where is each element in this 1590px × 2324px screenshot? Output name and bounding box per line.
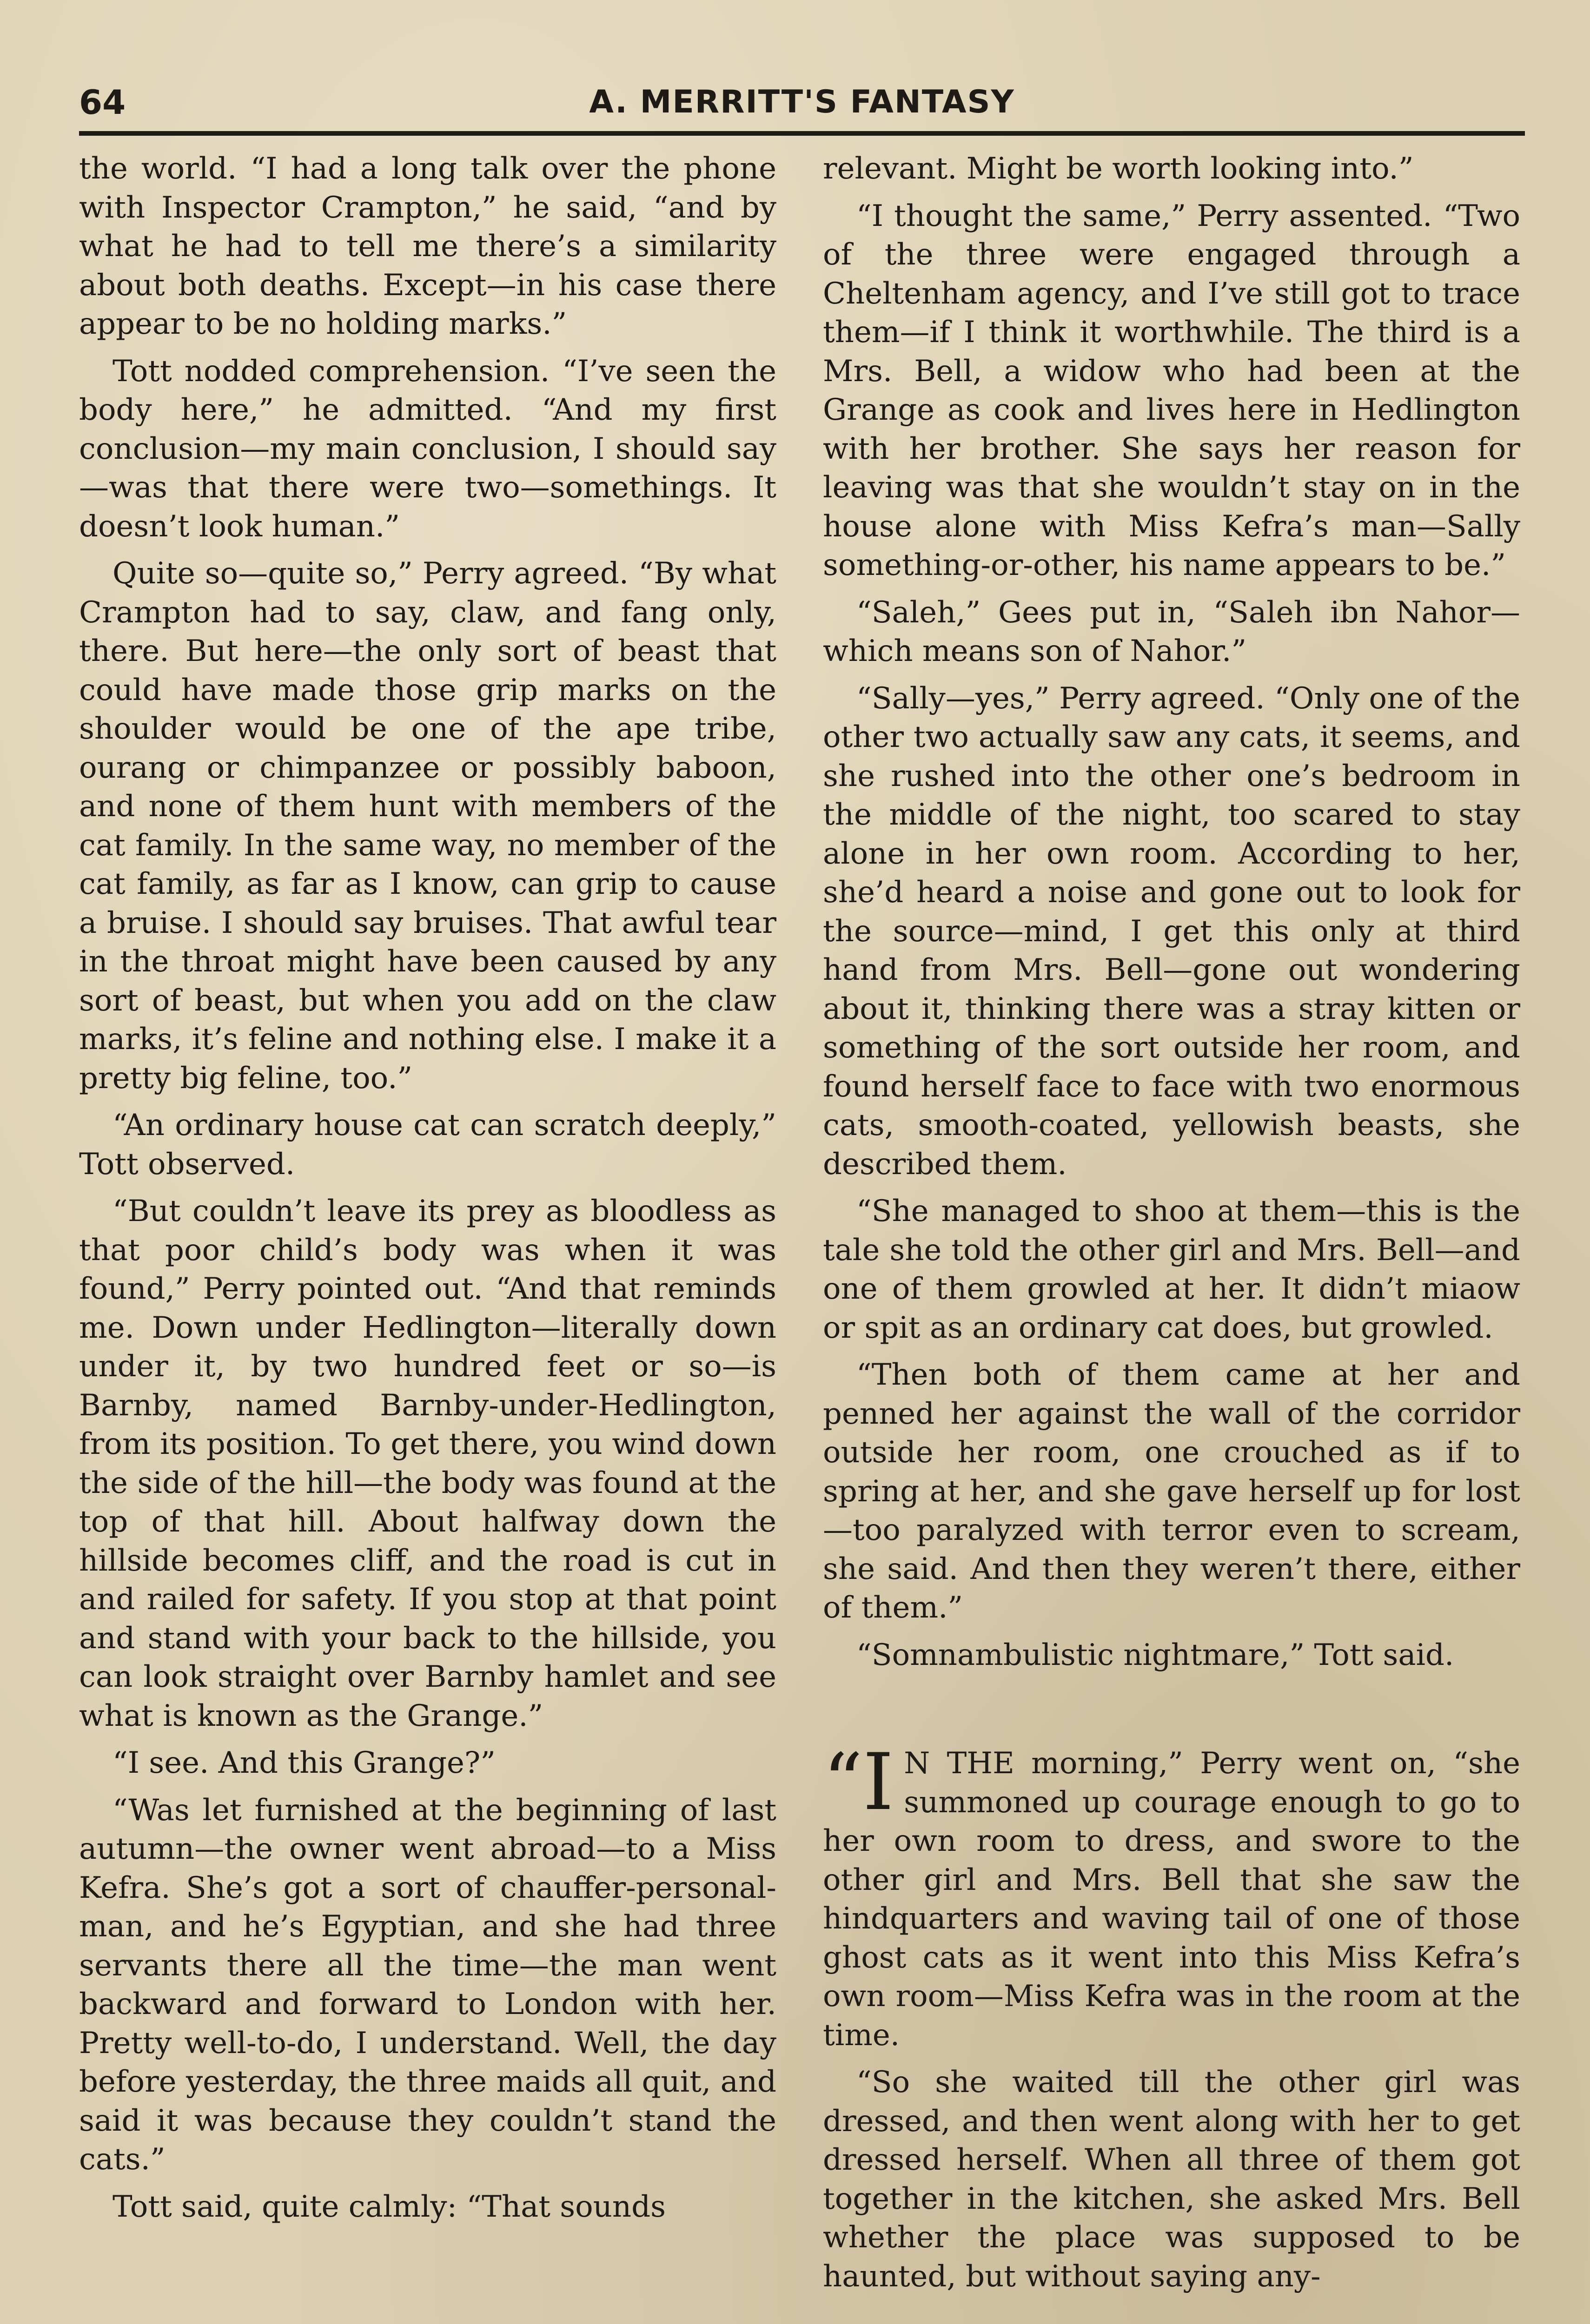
paragraph: “Somnambulistic nightmare,” Tott said.	[856, 1637, 1454, 1672]
paragraph: “Then both of them came at her and penned her against the wall of the corridor outside her room, one crouched as if to spring at her, and she gave herself up for lost—too paralyzed with terror even to scream, she said. And then they weren’t there, either of them.”	[823, 1358, 1520, 1625]
page-number: 64	[79, 83, 126, 122]
left-column	[79, 150, 776, 2235]
paragraph: “But couldn’t leave its prey as bloodless as that poor child’s body was when it was found,” Perry pointed out. “And that reminds me. Down under Hedlington—literally down under it, by two hundred feet or so—is Barnby, named Barnby-under-Hedlington, from its position. To get there, you wind down the side of the hill—the body was found at the top of that hill. About halfway down the hillside becomes cliff, and the road is cut in and railed for safety. If you stop at that point and stand with your back to the hillside, you can look straight over Barnby hamlet and see what is known as the Grange.”	[79, 1194, 776, 1733]
paragraph: relevant. Might be worth looking into.”	[823, 152, 1414, 186]
drop-cap: “I	[823, 1736, 894, 1828]
paragraph-text: N THE morning,” Perry went on, “she summoned up courage enough to go to her own room to dress, and swore to the other girl and Mrs. Bell that she saw the hindquarters and waving tail of one of those ghost cats as it went into this Miss Kefra’s own room—Miss Kefra was in the room at the time.	[823, 1746, 1520, 2053]
paragraph: “I see. And this Grange?”	[113, 1746, 496, 1780]
paragraph: “She managed to shoo at them—this is the tale she told the other girl and Mrs. Bell—and one of them growled at her. It didn’t miaow or spit as an ordinary cat does, but growled.	[823, 1194, 1520, 1345]
paragraph: “Saleh,” Gees put in, “Saleh ibn Nahor—which means son of Nahor.”	[823, 595, 1520, 668]
running-head: A. MERRITT'S FANTASY	[589, 84, 1015, 120]
paragraph: “I thought the same,” Perry assented. “Two of the three were engaged through a Cheltenham agency, and I’ve still got to trace them—if I think it worthwhile. The third is a Mrs. Bell, a widow who had been at the Grange as cook and lives here in Hedlington with her brother. She says her reason for leaving was that she wouldn’t stay on in the house alone with Miss Kefra’s man—Sally something-or-other, his name appears to be.”	[823, 198, 1520, 582]
header-rule	[79, 131, 1525, 136]
page-header	[79, 79, 1525, 130]
paragraph: Tott said, quite calmly: “That sounds	[113, 2189, 666, 2224]
paragraph: “Was let furnished at the beginning of last autumn—the owner went abroad—to a Miss Kefra. She’s got a sort of chauffer-personal-man, and he’s Egyptian, and she had three servants there all the time—the man went backward and forward to London with her. Pretty well-to-do, I understand. Well, the day before yesterday, the three maids all quit, and said it was because they couldn’t stand the cats.”	[79, 1793, 776, 2177]
paragraph: “An ordinary house cat can scratch deeply,” Tott observed.	[79, 1108, 776, 1182]
paragraph: “Sally—yes,” Perry agreed. “Only one of the other two actually saw any cats, it seems, and she rushed into the other one’s bedroom in the middle of the night, too scared to stay alone in her own room. According to her, she’d heard a noise and gone out to look for the source—mind, I get this only at third hand from Mrs. Bell—gone out wondering about it, thinking there was a stray kitten or something of the sort outside her room, and found herself face to face with two enormous cats, smooth-coated, yellowish beasts, she described them.	[823, 681, 1520, 1182]
paragraph: “So she waited till the other girl was dressed, and then went along with her to get dressed herself. When all three of them got together in the kitchen, she asked Mrs. Bell whether the place was supposed to be haunted, but without saying any-	[823, 2065, 1520, 2294]
section-opening-paragraph	[823, 1736, 1520, 2055]
paragraph: Quite so—quite so,” Perry agreed. “By what Crampton had to say, claw, and fang only, there. But here—the only sort of beast that could have made those grip marks on the shoulder would be one of the ape tribe, ourang or chimpanzee or possibly baboon, and none of them hunt with members of the cat family. In the same way, no member of the cat family, as far as I know, can grip to cause a bruise. I should say bruises. That awful tear in the throat might have been caused by any sort of beast, but when you add on the claw marks, it’s feline and nothing else. I make it a pretty big feline, too.”	[79, 556, 776, 1096]
paragraph: the world. “I had a long talk over the phone with Inspector Crampton,” he said, “and by what he had to tell me there’s a similarity about both deaths. Except—in his case there appear to be no holding marks.”	[79, 152, 776, 341]
right-column	[823, 150, 1520, 2304]
paragraph: Tott nodded comprehension. “I’ve seen the body here,” he admitted. “And my first conclusion—my main conclusion, I should say—was that there were two—somethings. It doesn’t look human.”	[79, 354, 776, 544]
